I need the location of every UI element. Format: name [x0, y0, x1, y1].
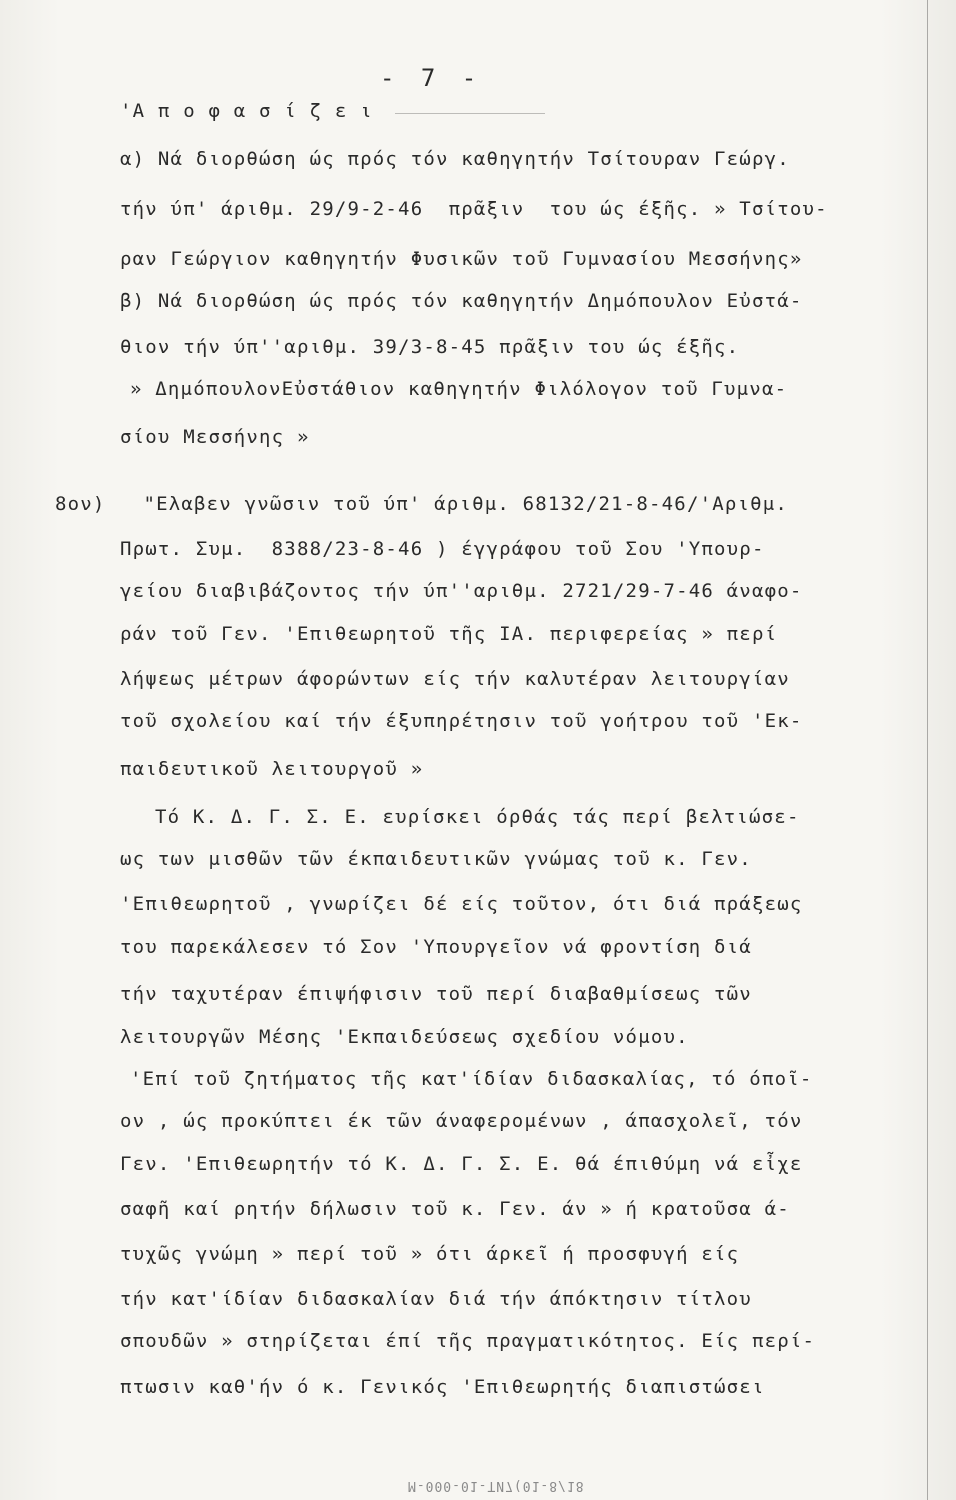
text-line: α) Νά διορθώση ώς πρός τόν καθηγητήν Τσίτουραν Γεώργ. — [120, 148, 790, 170]
text-line: σαφῆ καί ρητήν δήλωσιν τοῦ κ. Γεν. άν » ή κρατοῦσα ά- — [120, 1198, 790, 1220]
text-line: ράν τοῦ Γεν. 'Επιθεωρητοῦ τῆς ΙΑ. περιφερείας » περί — [120, 623, 778, 645]
page-number: - 7 - — [380, 64, 483, 92]
text-line: του παρεκάλεσεν τό Σον 'Υπουργεῖον νά φροντίση διά — [120, 936, 752, 958]
text-line: ως των μισθῶν τῶν έκπαιδευτικῶν γνώμας τοῦ κ. Γεν. — [120, 848, 752, 870]
text-line: γείου διαβιβάζοντος τήν ύπ''αριθμ. 2721/29-7-46 άναφο- — [120, 580, 803, 602]
heading-apofasizei: 'Α π ο φ α σ ί ζ ε ι — [120, 100, 373, 122]
text-line: σπουδῶν » στηρίζεται έπί τῆς πραγματικότητος. Είς περί- — [120, 1330, 816, 1352]
text-line: λειτουργῶν Μέσης 'Εκπαιδεύσεως σχεδίου νόμου. — [120, 1026, 689, 1048]
text-line: Τό Κ. Δ. Γ. Σ. Ε. ευρίσκει όρθάς τάς περί βελτιώσε- — [155, 806, 800, 828]
text-line: θιον τήν ύπ''αριθμ. 39/3-8-45 πρᾶξιν του ώς έξῆς. — [120, 336, 740, 358]
text-line: τήν ταχυτέραν έπιψήφισιν τοῦ περί διαβαθμίσεως τῶν — [120, 983, 752, 1005]
text-line: 'Επιθεωρητοῦ , γνωρίζει δέ είς τοῦτον, ότι διά πράξεως — [120, 893, 803, 915]
text-line: τοῦ σχολείου καί τήν έξυπηρέτησιν τοῦ γοήτρου τοῦ 'Εκ- — [120, 710, 803, 732]
text-line: Πρωτ. Συμ. 8388/23-8-46 ) έγγράφου τοῦ Σου 'Υπουρ- — [120, 538, 765, 560]
text-line: τυχῶς γνώμη » περί τοῦ » ότι άρκεῖ ή προσφυγή είς — [120, 1243, 740, 1265]
dotted-rule — [395, 113, 545, 114]
text-line: λήψεως μέτρων άφορώντων είς τήν καλυτέραν λειτουργίαν — [120, 668, 790, 690]
item-8-line: 8ον) "Ελαβεν γνῶσιν τοῦ ύπ' άριθμ. 68132/21-8-46/'Αριθμ. — [55, 493, 789, 515]
text-line: Γεν. 'Επιθεωρητήν τό Κ. Δ. Γ. Σ. Ε. θά έπιθύμη νά εἶχε — [120, 1153, 803, 1175]
text-line: ραν Γεώργιον καθηγητήν Φυσικῶν τοῦ Γυμνασίου Μεσσήνης» — [120, 248, 803, 270]
text-line: σίου Μεσσήνης » — [120, 426, 310, 448]
footer-stamp: M-000-01-ТИ7(01-8/18 — [408, 1478, 585, 1493]
page-edge-line — [927, 0, 928, 1500]
text-line: τήν κατ'ίδίαν διδασκαλίαν διά τήν άπόκτησιν τίτλου — [120, 1288, 752, 1310]
text-line: παιδευτικοῦ λειτουργοῦ » — [120, 758, 424, 780]
text-line: β) Νά διορθώση ώς πρός τόν καθηγητήν Δημόπουλον Εὐστά- — [120, 290, 803, 312]
text-line: » ΔημόπουλονΕὐστάθιον καθηγητήν Φιλόλογον τοῦ Γυμνα- — [130, 378, 788, 400]
text-line: τήν ύπ' άριθμ. 29/9-2-46 πρᾶξιν του ώς έξῆς. » Τσίτου- — [120, 198, 828, 220]
text-line: ον , ώς προκύπτει έκ τῶν άναφερομένων , άπασχολεῖ, τόν — [120, 1110, 803, 1132]
text-line: πτωσιν καθ'ήν ό κ. Γενικός 'Επιθεωρητής διαπιστώσει — [120, 1376, 765, 1398]
text-line: 'Επί τοῦ ζητήματος τῆς κατ'ίδίαν διδασκαλίας, τό όποῖ- — [130, 1068, 813, 1090]
